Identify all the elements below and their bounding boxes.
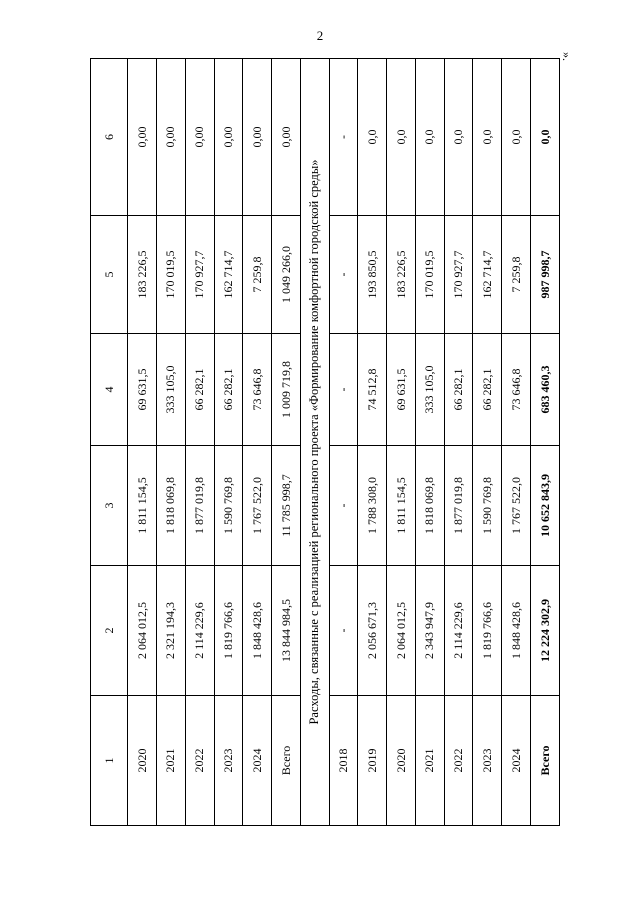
table-cell: 4 — [91, 334, 128, 446]
table-cell: 0,0 — [531, 59, 560, 216]
table-cell: 1 788 308,0 — [358, 446, 387, 566]
table-cell: 2 321 194,3 — [157, 566, 186, 696]
table-row — [358, 59, 387, 826]
table-cell: 2 056 671,3 — [358, 566, 387, 696]
table-cell: 170 927,7 — [444, 216, 473, 334]
table-cell: 2 114 229,6 — [185, 566, 214, 696]
rotated-table-container — [90, 59, 560, 826]
table-row — [502, 59, 531, 826]
table-cell: 2023 — [214, 696, 243, 826]
section-title: Расходы, связанные с реализацией регионального проекта «Формирование комфортной городской среды» — [300, 59, 329, 826]
table-cell: 1 590 769,8 — [473, 446, 502, 566]
table-row — [128, 59, 157, 826]
table-row — [214, 59, 243, 826]
table-cell: 0,0 — [387, 59, 416, 216]
table-cell: 11 785 998,7 — [272, 446, 301, 566]
table-cell: - — [329, 334, 358, 446]
table-cell: 1 009 719,8 — [272, 334, 301, 446]
table-cell: 1 848 428,6 — [243, 566, 272, 696]
table-cell: 0,00 — [157, 59, 186, 216]
table-cell: 0,00 — [185, 59, 214, 216]
table-cell: 6 — [91, 59, 128, 216]
table-cell: 0,0 — [358, 59, 387, 216]
table-cell: 0,0 — [502, 59, 531, 216]
table-cell: 170 927,7 — [185, 216, 214, 334]
table-row — [387, 59, 416, 826]
table-cell: 2 064 012,5 — [128, 566, 157, 696]
table-cell: 1 818 069,8 — [157, 446, 186, 566]
table-cell: 2018 — [329, 696, 358, 826]
table-cell: 1 877 019,8 — [185, 446, 214, 566]
table-cell: 1 848 428,6 — [502, 566, 531, 696]
table-cell: 7 259,8 — [243, 216, 272, 334]
table-cell: 69 631,5 — [128, 334, 157, 446]
table-cell: 66 282,1 — [185, 334, 214, 446]
table-cell: 7 259,8 — [502, 216, 531, 334]
page-number: 2 — [316, 28, 324, 43]
table-cell: 0,0 — [444, 59, 473, 216]
table-cell: 2 064 012,5 — [387, 566, 416, 696]
table-cell: 2021 — [157, 696, 186, 826]
table-cell: 12 224 302,9 — [531, 566, 560, 696]
table-cell: 2020 — [128, 696, 157, 826]
table-cell: 10 652 843,9 — [531, 446, 560, 566]
budget-table — [90, 58, 560, 826]
table-cell: 183 226,5 — [387, 216, 416, 334]
table-row — [415, 59, 444, 826]
total-row — [531, 59, 560, 826]
table-body — [91, 59, 560, 826]
table-cell: 683 460,3 — [531, 334, 560, 446]
table-cell: 333 105,0 — [415, 334, 444, 446]
table-cell: 66 282,1 — [473, 334, 502, 446]
table-cell: 193 850,5 — [358, 216, 387, 334]
table-cell: - — [329, 566, 358, 696]
table-cell: - — [329, 59, 358, 216]
table-cell: 69 631,5 — [387, 334, 416, 446]
table-cell: 2 — [91, 566, 128, 696]
table-cell: 2023 — [473, 696, 502, 826]
table-cell: 162 714,7 — [214, 216, 243, 334]
table-cell: 2022 — [185, 696, 214, 826]
table-cell: 1 819 766,6 — [214, 566, 243, 696]
table-cell: 183 226,5 — [128, 216, 157, 334]
table-cell: 1 877 019,8 — [444, 446, 473, 566]
table-cell: 2019 — [358, 696, 387, 826]
table-cell: 0,00 — [128, 59, 157, 216]
table-cell: 3 — [91, 446, 128, 566]
table-row — [329, 59, 358, 826]
closing-quote-mark: ». — [560, 52, 574, 61]
table-cell: 2021 — [415, 696, 444, 826]
table-cell: 1 767 522,0 — [243, 446, 272, 566]
table-cell: Всего — [272, 696, 301, 826]
table-cell: 1 811 154,5 — [128, 446, 157, 566]
header-row — [91, 59, 128, 826]
table-cell: 0,00 — [243, 59, 272, 216]
table-cell: 0,00 — [272, 59, 301, 216]
table-cell: 333 105,0 — [157, 334, 186, 446]
table-cell: 2 114 229,6 — [444, 566, 473, 696]
table-cell: - — [329, 216, 358, 334]
table-cell: 0,00 — [214, 59, 243, 216]
table-cell: 73 646,8 — [502, 334, 531, 446]
table-cell: 1 818 069,8 — [415, 446, 444, 566]
table-cell: 1 767 522,0 — [502, 446, 531, 566]
section-title-row — [300, 59, 329, 826]
table-row — [473, 59, 502, 826]
table-cell: 74 512,8 — [358, 334, 387, 446]
table-row — [272, 59, 301, 826]
table-cell: 13 844 984,5 — [272, 566, 301, 696]
table-cell: 1 811 154,5 — [387, 446, 416, 566]
table-row — [157, 59, 186, 826]
table-cell: 1 — [91, 696, 128, 826]
table-cell: - — [329, 446, 358, 566]
table-cell: 1 819 766,6 — [473, 566, 502, 696]
table-row — [243, 59, 272, 826]
table-cell: 5 — [91, 216, 128, 334]
table-cell: 162 714,7 — [473, 216, 502, 334]
table-cell: 2024 — [502, 696, 531, 826]
table-cell: 73 646,8 — [243, 334, 272, 446]
table-cell: 170 019,5 — [415, 216, 444, 334]
table-cell: Всего — [531, 696, 560, 826]
table-cell: 987 998,7 — [531, 216, 560, 334]
table-cell: 2024 — [243, 696, 272, 826]
table-cell: 0,0 — [415, 59, 444, 216]
table-cell: 66 282,1 — [214, 334, 243, 446]
table-cell: 2020 — [387, 696, 416, 826]
table-cell: 170 019,5 — [157, 216, 186, 334]
table-cell: 1 590 769,8 — [214, 446, 243, 566]
table-cell: 2 343 947,9 — [415, 566, 444, 696]
table-cell: 66 282,1 — [444, 334, 473, 446]
table-row — [444, 59, 473, 826]
table-cell: 1 049 266,0 — [272, 216, 301, 334]
table-cell: 2022 — [444, 696, 473, 826]
table-row — [185, 59, 214, 826]
table-cell: 0,0 — [473, 59, 502, 216]
